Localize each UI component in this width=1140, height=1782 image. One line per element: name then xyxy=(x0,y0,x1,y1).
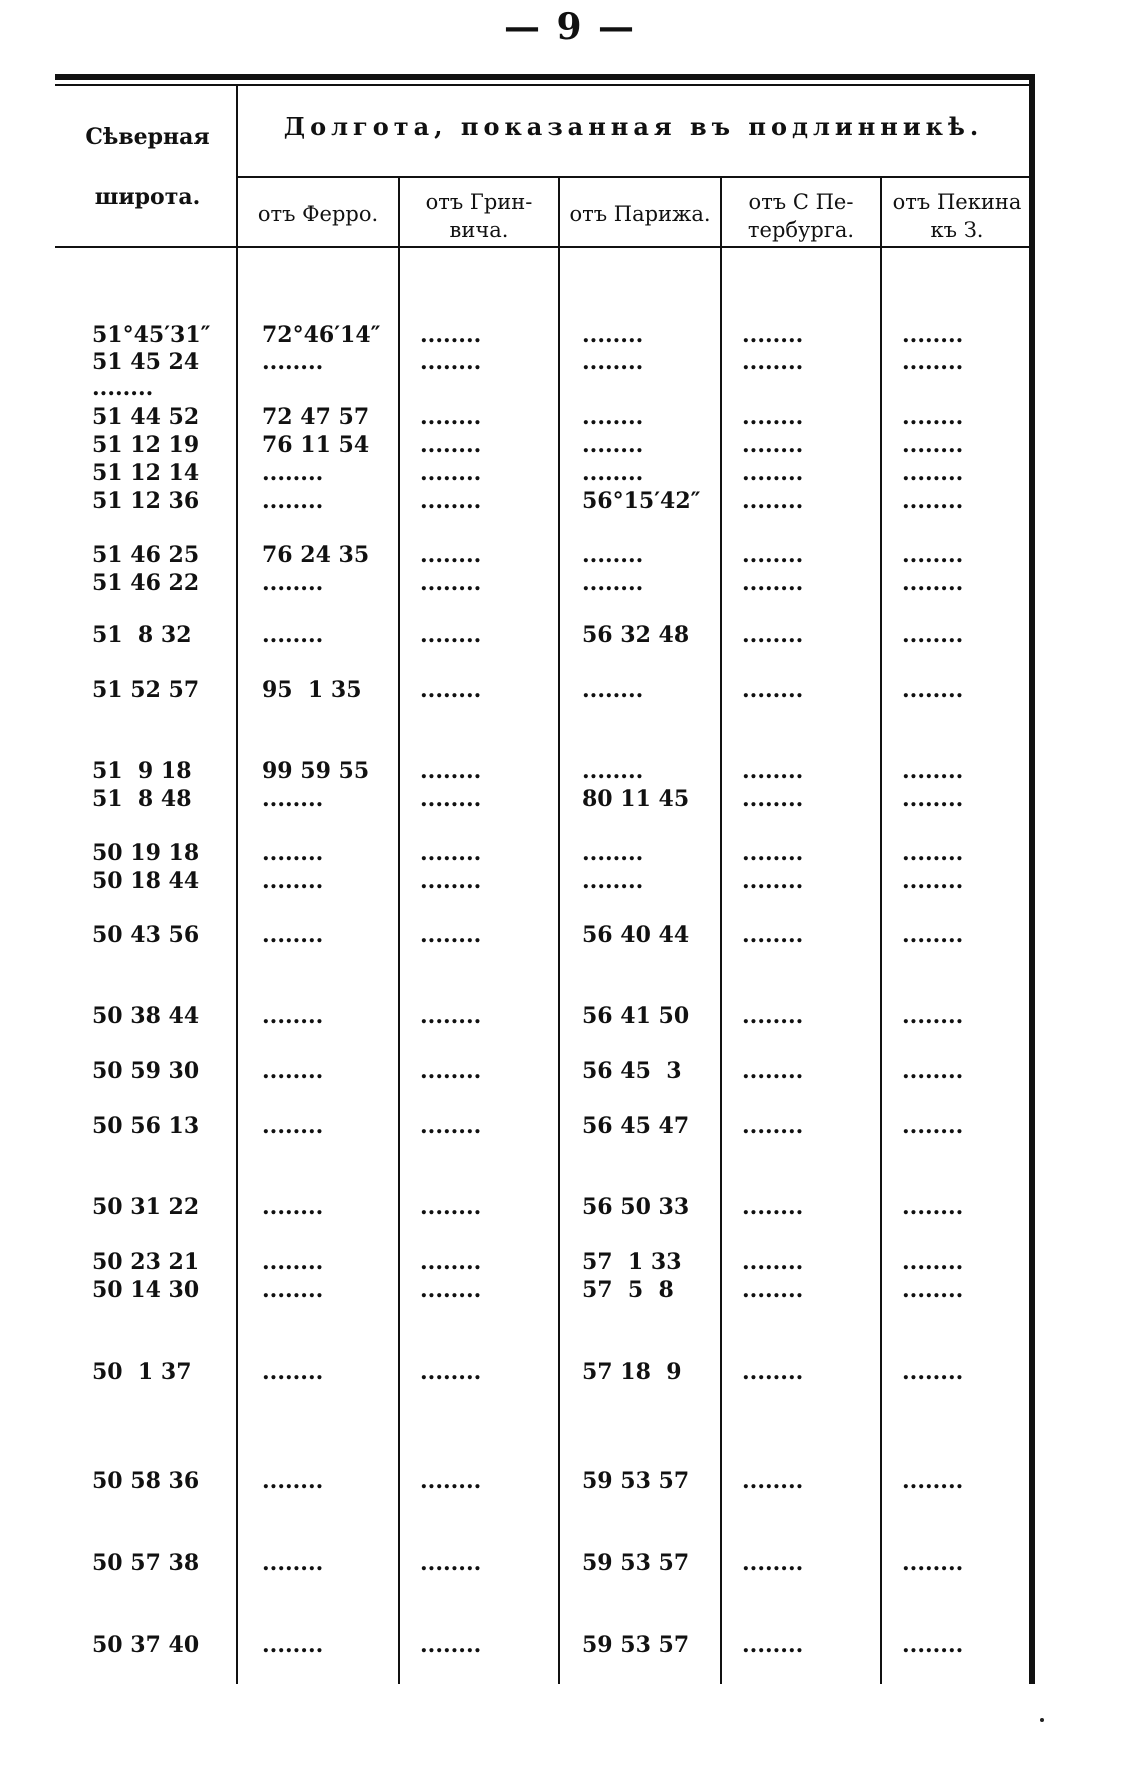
peking-value: ........ xyxy=(902,1468,964,1494)
latitude-value: 51 46 25 xyxy=(92,542,200,568)
ferro-value: ........ xyxy=(262,840,324,866)
peking-value: ........ xyxy=(902,1249,964,1275)
petersburg-value: ........ xyxy=(742,460,804,486)
peking-value: ........ xyxy=(902,432,964,458)
petersburg-value: ........ xyxy=(742,786,804,812)
ferro-value: ........ xyxy=(262,570,324,596)
latitude-value: ........ xyxy=(92,375,154,401)
latitude-value: 50 38 44 xyxy=(92,1003,200,1029)
greenwich-value: ........ xyxy=(420,758,482,784)
ferro-value: ........ xyxy=(262,1058,324,1084)
latitude-value: 51 44 52 xyxy=(92,404,200,430)
peking-value: ........ xyxy=(902,1113,964,1139)
peking-value: ........ xyxy=(902,404,964,430)
greenwich-value: ........ xyxy=(420,1249,482,1275)
greenwich-value: ........ xyxy=(420,1058,482,1084)
greenwich-value: ........ xyxy=(420,542,482,568)
ferro-value: ........ xyxy=(262,1468,324,1494)
latitude-value: 50 14 30 xyxy=(92,1277,200,1303)
petersburg-value: ........ xyxy=(742,1194,804,1220)
greenwich-value: ........ xyxy=(420,868,482,894)
latitude-value: 50 59 30 xyxy=(92,1058,200,1084)
greenwich-value: ........ xyxy=(420,1277,482,1303)
peking-value: ........ xyxy=(902,1194,964,1220)
peking-value: ........ xyxy=(902,758,964,784)
column-header-line: отъ Пекина xyxy=(892,190,1022,214)
petersburg-value: ........ xyxy=(742,1359,804,1385)
greenwich-value: ........ xyxy=(420,1632,482,1658)
paris-value: 57 5 8 xyxy=(582,1277,674,1303)
page-number: — 9 — xyxy=(503,6,637,48)
latitude-value: 51°45′31″ xyxy=(92,322,211,348)
latitude-header: Сѣверная широта. xyxy=(85,124,210,210)
ferro-value: ........ xyxy=(262,1632,324,1658)
greenwich-value: ........ xyxy=(420,432,482,458)
ferro-value: 76 24 35 xyxy=(262,542,370,568)
paris-value: 56°15′42″ xyxy=(582,488,701,514)
peking-value: ........ xyxy=(902,349,964,375)
peking-value: ........ xyxy=(902,1632,964,1658)
paris-value: 56 45 3 xyxy=(582,1058,682,1084)
ferro-value: ........ xyxy=(262,460,324,486)
peking-value: ........ xyxy=(902,542,964,568)
peking-value: ........ xyxy=(902,1550,964,1576)
petersburg-value: ........ xyxy=(742,1249,804,1275)
ferro-value: ........ xyxy=(262,349,324,375)
paris-value: 59 53 57 xyxy=(582,1550,690,1576)
greenwich-value: ........ xyxy=(420,1468,482,1494)
greenwich-value: ........ xyxy=(420,404,482,430)
petersburg-value: ........ xyxy=(742,922,804,948)
column-header-line: отъ Грин- xyxy=(425,190,533,214)
peking-value: ........ xyxy=(902,840,964,866)
paris-value: 56 32 48 xyxy=(582,622,690,648)
latitude-value: 50 19 18 xyxy=(92,840,200,866)
petersburg-value: ........ xyxy=(742,322,804,348)
column-header-line: отъ С Пе- xyxy=(748,190,854,214)
latitude-value: 50 57 38 xyxy=(92,1550,200,1576)
peking-value: ........ xyxy=(902,460,964,486)
longitude-title: Долгота, показанная въ подлинникѣ. xyxy=(283,112,984,141)
greenwich-value: ........ xyxy=(420,677,482,703)
paris-value: 56 41 50 xyxy=(582,1003,690,1029)
paris-value: 57 1 33 xyxy=(582,1249,682,1275)
petersburg-value: ........ xyxy=(742,1113,804,1139)
latitude-value: 50 31 22 xyxy=(92,1194,200,1220)
paris-value: 57 18 9 xyxy=(582,1359,682,1385)
paris-value: ........ xyxy=(582,868,644,894)
greenwich-value: ........ xyxy=(420,488,482,514)
ferro-value: ........ xyxy=(262,786,324,812)
petersburg-value: ........ xyxy=(742,570,804,596)
ferro-value: 72 47 57 xyxy=(262,404,370,430)
peking-value: ........ xyxy=(902,1003,964,1029)
ink-speck xyxy=(1040,1718,1044,1722)
ferro-value: 72°46′14″ xyxy=(262,322,381,348)
ferro-value: 95 1 35 xyxy=(262,677,362,703)
paris-value: 80 11 45 xyxy=(582,786,690,812)
ferro-value: ........ xyxy=(262,1003,324,1029)
peking-value: ........ xyxy=(902,868,964,894)
greenwich-value: ........ xyxy=(420,349,482,375)
petersburg-value: ........ xyxy=(742,542,804,568)
paris-value: ........ xyxy=(582,840,644,866)
latitude-value: 50 23 21 xyxy=(92,1249,200,1275)
ferro-value: ........ xyxy=(262,622,324,648)
latitude-value: 51 45 24 xyxy=(92,349,200,375)
paris-value: ........ xyxy=(582,542,644,568)
ferro-value: ........ xyxy=(262,868,324,894)
ferro-value: ........ xyxy=(262,922,324,948)
latitude-value: 50 58 36 xyxy=(92,1468,200,1494)
petersburg-value: ........ xyxy=(742,1468,804,1494)
paris-value: ........ xyxy=(582,677,644,703)
ferro-value: 76 11 54 xyxy=(262,432,370,458)
ferro-value: ........ xyxy=(262,1249,324,1275)
petersburg-value: ........ xyxy=(742,1632,804,1658)
peking-value: ........ xyxy=(902,622,964,648)
greenwich-value: ........ xyxy=(420,1113,482,1139)
ferro-value: ........ xyxy=(262,1113,324,1139)
paris-value: ........ xyxy=(582,432,644,458)
latitude-value: 51 8 32 xyxy=(92,622,192,648)
greenwich-value: ........ xyxy=(420,786,482,812)
peking-value: ........ xyxy=(902,922,964,948)
greenwich-value: ........ xyxy=(420,1003,482,1029)
peking-value: ........ xyxy=(902,570,964,596)
petersburg-value: ........ xyxy=(742,349,804,375)
latitude-value: 50 37 40 xyxy=(92,1632,200,1658)
paris-value: ........ xyxy=(582,404,644,430)
latitude-value: 50 1 37 xyxy=(92,1359,192,1385)
paris-value: ........ xyxy=(582,758,644,784)
paris-value: 56 45 47 xyxy=(582,1113,690,1139)
greenwich-value: ........ xyxy=(420,322,482,348)
peking-value: ........ xyxy=(902,677,964,703)
paris-value: 56 50 33 xyxy=(582,1194,690,1220)
paris-value: ........ xyxy=(582,322,644,348)
latitude-value: 51 12 19 xyxy=(92,432,200,458)
paris-value: ........ xyxy=(582,349,644,375)
peking-value: ........ xyxy=(902,1058,964,1084)
paris-value: 56 40 44 xyxy=(582,922,690,948)
peking-value: ........ xyxy=(902,1359,964,1385)
petersburg-value: ........ xyxy=(742,432,804,458)
peking-value: ........ xyxy=(902,1277,964,1303)
greenwich-value: ........ xyxy=(420,570,482,596)
ferro-value: ........ xyxy=(262,488,324,514)
petersburg-value: ........ xyxy=(742,1277,804,1303)
column-header-line: вича. xyxy=(449,218,509,242)
ferro-value: 99 59 55 xyxy=(262,758,370,784)
greenwich-value: ........ xyxy=(420,1359,482,1385)
greenwich-value: ........ xyxy=(420,922,482,948)
greenwich-value: ........ xyxy=(420,622,482,648)
latitude-value: 51 52 57 xyxy=(92,677,200,703)
latitude-value: 51 46 22 xyxy=(92,570,200,596)
latitude-value: 50 43 56 xyxy=(92,922,200,948)
greenwich-value: ........ xyxy=(420,460,482,486)
petersburg-value: ........ xyxy=(742,622,804,648)
greenwich-value: ........ xyxy=(420,1194,482,1220)
petersburg-value: ........ xyxy=(742,1003,804,1029)
paris-value: 59 53 57 xyxy=(582,1632,690,1658)
petersburg-value: ........ xyxy=(742,1550,804,1576)
column-header-line: тербурга. xyxy=(747,218,855,242)
column-header-line: отъ Ферро. xyxy=(257,202,379,226)
peking-value: ........ xyxy=(902,488,964,514)
ferro-value: ........ xyxy=(262,1550,324,1576)
petersburg-value: ........ xyxy=(742,1058,804,1084)
petersburg-value: ........ xyxy=(742,758,804,784)
petersburg-value: ........ xyxy=(742,488,804,514)
ferro-value: ........ xyxy=(262,1359,324,1385)
ferro-value: ........ xyxy=(262,1194,324,1220)
petersburg-value: ........ xyxy=(742,404,804,430)
latitude-value: 51 9 18 xyxy=(92,758,192,784)
latitude-value: 51 8 48 xyxy=(92,786,192,812)
latitude-value: 50 56 13 xyxy=(92,1113,200,1139)
greenwich-value: ........ xyxy=(420,840,482,866)
paris-value: ........ xyxy=(582,460,644,486)
petersburg-value: ........ xyxy=(742,868,804,894)
latitude-value: 51 12 14 xyxy=(92,460,200,486)
paris-value: 59 53 57 xyxy=(582,1468,690,1494)
petersburg-value: ........ xyxy=(742,677,804,703)
latitude-value: 50 18 44 xyxy=(92,868,200,894)
column-header-line: отъ Парижа. xyxy=(569,202,711,226)
paris-value: ........ xyxy=(582,570,644,596)
peking-value: ........ xyxy=(902,322,964,348)
column-header-line: къ З. xyxy=(930,218,984,242)
ferro-value: ........ xyxy=(262,1277,324,1303)
latitude-value: 51 12 36 xyxy=(92,488,200,514)
peking-value: ........ xyxy=(902,786,964,812)
greenwich-value: ........ xyxy=(420,1550,482,1576)
petersburg-value: ........ xyxy=(742,840,804,866)
